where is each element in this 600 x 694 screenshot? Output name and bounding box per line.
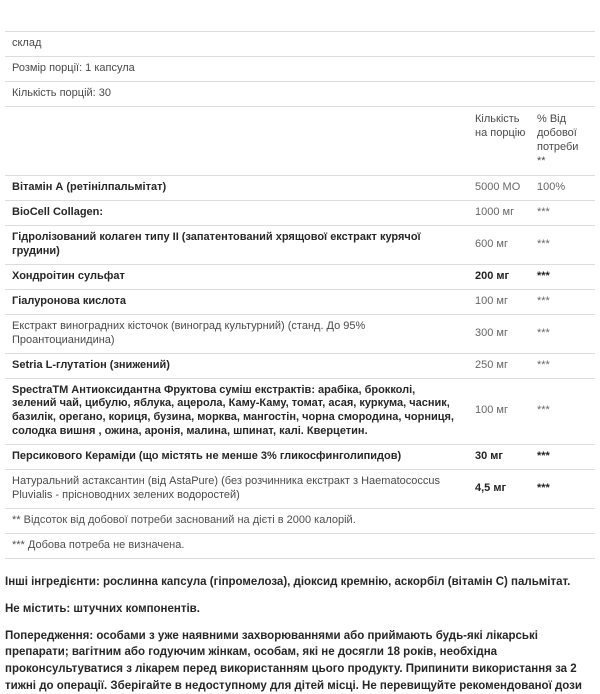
- ingredient-amount: 30 мг: [475, 450, 504, 463]
- ingredient-amount: 5000 МО: [475, 180, 521, 193]
- ingredient-row: [5, 470, 595, 509]
- ingredient-row: [5, 315, 595, 354]
- table-meta-rows: [5, 32, 595, 107]
- ingredient-amount: 4,5 мг: [475, 482, 507, 495]
- ingredient-daily-value: ***: [537, 205, 550, 218]
- ingredient-daily-value: ***: [537, 404, 550, 417]
- ingredient-name: Гідролізований колаген типу II (запатентований хрящової екстракт курячої грудини): [12, 230, 421, 257]
- ingredient-daily-value: ***: [537, 482, 550, 495]
- footnote-row: [5, 534, 595, 559]
- ingredient-name: SpectraTM Антиоксидантна Фруктова суміш екстрактів: арабіка, брокколі, зелений чай, цибулю, яблука, ацерола, Каму-Каму, томат, асая, куркума, часник, базилік, орегано, кориця, бузина, морква, мангостін, чорна смородина, чорниця, солодка вишня , ожина, аронія, малина, шпинат, калі. Кверцетин.: [12, 383, 454, 438]
- ingredient-amount: 600 мг: [475, 237, 508, 250]
- ingredient-amount: 100 мг: [475, 294, 508, 307]
- info-paragraph: Інші інгредієнти: рослинна капсула (гіпромелоза), діоксид кремнію, аскорбіл (вітамін С) пальмітат.: [5, 576, 571, 589]
- meta-label: склад: [12, 37, 42, 49]
- ingredient-row: [5, 265, 595, 290]
- ingredient-amount: 200 мг: [475, 269, 510, 282]
- ingredient-name: Setria L-глутатіон (знижений): [12, 358, 170, 371]
- ingredient-name: Екстракт виноградних кісточок (виноград культурний) (станд. До 95% Проантоцианидина): [12, 319, 366, 346]
- ingredient-row: [5, 379, 595, 446]
- footnote-row: [5, 509, 595, 534]
- meta-row: [5, 57, 595, 82]
- ingredient-row: [5, 201, 595, 226]
- ingredient-row: [5, 176, 595, 201]
- header-amount-per-serving: Кількість на порцію: [475, 112, 526, 139]
- header-daily-value: % Від добової потреби **: [537, 112, 579, 167]
- ingredient-daily-value: ***: [537, 358, 550, 371]
- ingredient-name: Вітамін А (ретінілпальмітат): [12, 180, 167, 193]
- ingredient-daily-value: ***: [537, 326, 550, 339]
- ingredient-name: Хондроітин сульфат: [12, 269, 125, 282]
- ingredient-daily-value: ***: [537, 294, 550, 307]
- footnote-text: *** Добова потреба не визначена.: [12, 539, 185, 552]
- table-header-row: [5, 107, 595, 176]
- ingredient-name: Гіалуронова кислота: [12, 294, 126, 307]
- additional-info-section: [5, 574, 592, 694]
- ingredient-row: [5, 290, 595, 315]
- ingredient-daily-value: ***: [537, 450, 550, 463]
- ingredient-daily-value: 100%: [537, 180, 566, 193]
- meta-label: Розмір порції: 1 капсула: [12, 61, 135, 74]
- ingredient-amount: 1000 мг: [475, 205, 515, 218]
- ingredient-row: [5, 226, 595, 265]
- ingredient-daily-value: ***: [537, 269, 550, 282]
- meta-row: [5, 82, 595, 107]
- meta-row: [5, 32, 595, 57]
- info-paragraph: Попередження: особами з уже наявними захворюваннями або приймають будь-які лікарські препарати; вагітним або годуючим жінкам, особам, які не досягли 18 років, необхідна проконсультуватися з лікарем перед використанням цього продукту. Припинити використання за 2 тижні до операції. Зберігайте в недоступному для дітей місці. Не перевищуйте рекомендованої дози: [5, 629, 582, 692]
- ingredient-row: [5, 445, 595, 470]
- supplement-facts-table: [5, 31, 595, 559]
- info-paragraph: Не містить: штучних компонентів.: [5, 602, 200, 615]
- ingredient-name: Персикового Кераміди (що містять не менше 3% гликосфинголипидов): [12, 450, 402, 463]
- supplement-facts-page: [0, 31, 600, 692]
- ingredient-name: BioCell Collagen:: [12, 205, 104, 218]
- meta-label: Кількість порцій: 30: [12, 86, 112, 99]
- table-footnote-rows: [5, 509, 595, 559]
- ingredient-daily-value: ***: [537, 237, 550, 250]
- ingredient-row: [5, 354, 595, 379]
- ingredient-amount: 300 мг: [475, 326, 508, 339]
- footnote-text: ** Відсоток від добової потреби заснований на дієті в 2000 калорій.: [12, 514, 356, 527]
- table-ingredient-rows: [5, 176, 595, 510]
- ingredient-amount: 100 мг: [475, 404, 508, 417]
- ingredient-name: Натуральний астаксантин (від AstaPure) (без розчинника екстракт з Haematococcus Pluvialis - прісноводних зелених водоростей): [12, 475, 440, 502]
- ingredient-amount: 250 мг: [475, 358, 508, 371]
